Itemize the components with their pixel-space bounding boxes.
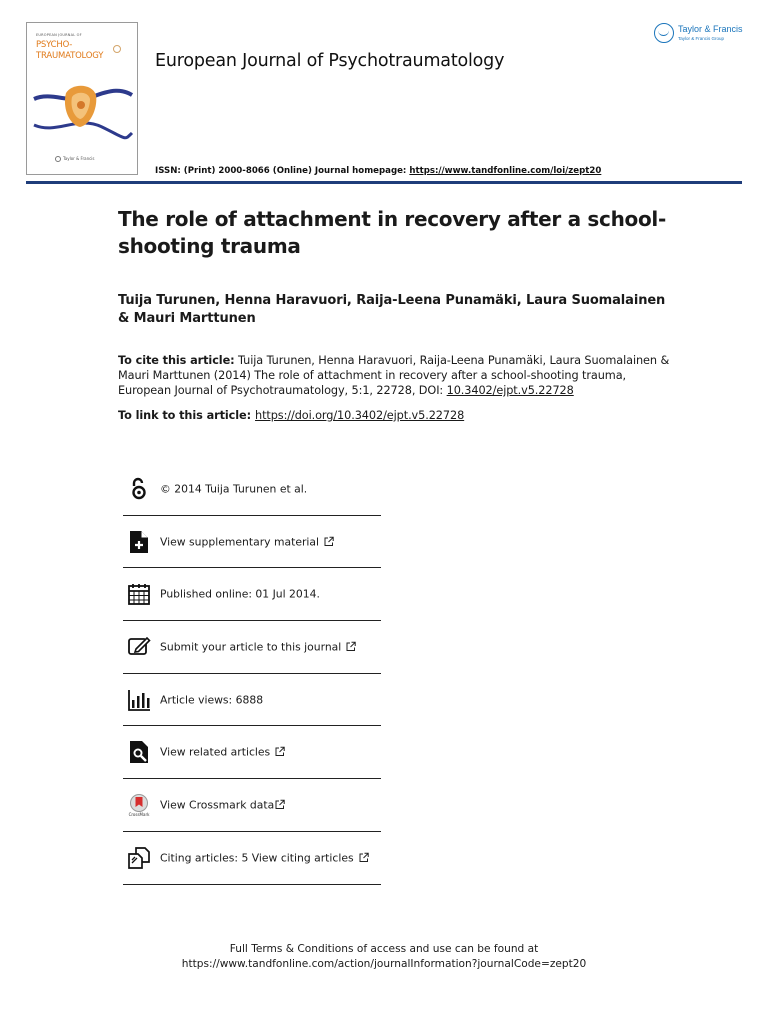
journal-cover <box>26 22 138 175</box>
issn-text: ISSN: (Print) 2000-8066 (Online) Journal homepage: <box>155 166 410 176</box>
citation <box>118 353 678 398</box>
external-link-icon <box>346 641 356 651</box>
header-rule <box>26 181 742 184</box>
cite-text: Tuija Turunen, Henna Haravuori, Raija-Leena Punamäki, Laura Suomalainen & Mauri Marttunen (2014) The role of attachment in recovery after a school-shooting trauma, European Journal of Psychotraumatology, 5:1, 22728, DOI: <box>118 354 670 397</box>
open-access-icon <box>127 477 151 501</box>
external-link-icon <box>324 536 334 546</box>
article-link-line <box>118 408 678 423</box>
cite-label: To cite this article: <box>118 354 235 367</box>
citing-articles-icon <box>127 846 151 870</box>
copyright-text: © 2014 Tuija Turunen et al. <box>160 482 308 496</box>
cite-doi-link[interactable]: 10.3402/ejpt.v5.22728 <box>446 384 574 397</box>
cover-artwork <box>32 85 134 155</box>
article-views: Article views: 6888 <box>160 693 264 707</box>
supplementary-link[interactable]: View supplementary material <box>160 535 320 549</box>
publisher-logo-icon <box>654 23 674 43</box>
calendar-icon <box>127 582 151 606</box>
article-title: The role of attachment in recovery after a school-shooting trauma <box>118 207 666 258</box>
cover-publisher: Taylor & Francis <box>63 156 95 161</box>
crossmark-icon <box>127 793 151 817</box>
related-articles-link[interactable]: View related articles <box>160 745 271 759</box>
terms-link[interactable]: https://www.tandfonline.com/action/journalInformation?journalCode=zept20 <box>181 958 587 970</box>
crossmark-label: CrossMark <box>128 811 150 817</box>
cover-issue-mark <box>113 45 121 53</box>
info-row-views <box>123 674 381 727</box>
info-row-published <box>123 568 381 621</box>
journal-homepage-link[interactable]: https://www.tandfonline.com/loi/zept20 <box>409 166 602 176</box>
submit-article-link[interactable]: Submit your article to this journal <box>160 640 342 654</box>
document-search-icon <box>127 740 151 764</box>
supplementary-file-icon <box>127 530 151 554</box>
issn-line <box>155 166 601 176</box>
terms-footer <box>0 942 768 972</box>
info-row-supplementary[interactable] <box>123 516 381 569</box>
published-date: Published online: 01 Jul 2014. <box>160 587 320 601</box>
journal-name: European Journal of Psychotraumatology <box>155 51 505 71</box>
publisher-logo-name: Taylor & Francis <box>678 24 743 34</box>
crossmark-link[interactable]: View Crossmark data <box>160 798 275 812</box>
cover-small-text: EUROPEAN JOURNAL OF <box>36 33 82 37</box>
edit-icon <box>127 635 151 659</box>
info-row-crossmark[interactable] <box>123 779 381 832</box>
article-doi-link[interactable]: https://doi.org/10.3402/ejpt.v5.22728 <box>255 409 465 422</box>
external-link-icon <box>275 799 285 809</box>
external-link-icon <box>359 852 369 862</box>
article-info-list <box>123 463 381 885</box>
link-label: To link to this article: <box>118 409 252 422</box>
article-authors: Tuija Turunen, Henna Haravuori, Raija-Leena Punamäki, Laura Suomalainen & Mauri Marttunen <box>118 293 666 326</box>
external-link-icon <box>275 747 285 757</box>
terms-text: Full Terms & Conditions of access and use can be found at <box>229 943 539 955</box>
info-row-submit[interactable] <box>123 621 381 674</box>
info-row-copyright <box>123 463 381 516</box>
info-row-citing[interactable] <box>123 832 381 885</box>
cover-publisher-logo <box>55 156 61 162</box>
bar-chart-icon <box>127 688 151 712</box>
info-row-related[interactable] <box>123 726 381 779</box>
cover-title: PSYCHO- TRAUMATOLOGY <box>36 40 104 61</box>
publisher-logo-group: Taylor & Francis Group <box>678 36 725 41</box>
citing-articles-link[interactable]: Citing articles: 5 View citing articles <box>160 851 354 865</box>
publisher-logo[interactable] <box>654 22 744 48</box>
